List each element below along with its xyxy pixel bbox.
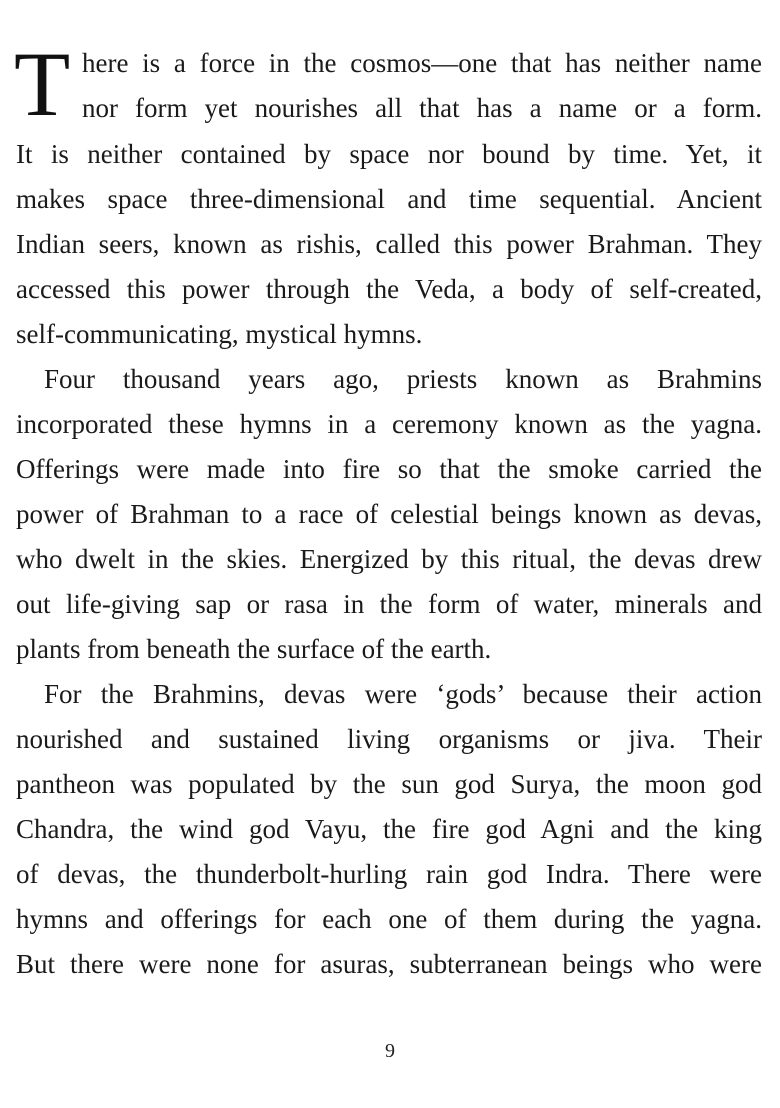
paragraph-2-line-3: Offerings were made into fire so that the smoke carried the [16, 454, 762, 484]
paragraph-1-line-3: It is neither contained by space nor bound by time. Yet, it [16, 139, 762, 169]
paragraph-3-line-2: nourished and sustained living organisms or jiva. Their [16, 724, 762, 754]
paragraph-2-line-5: who dwelt in the skies. Energized by this ritual, the devas drew [16, 544, 762, 574]
paragraph-3-line-3: pantheon was populated by the sun god Surya, the moon god [16, 769, 762, 799]
paragraph-3-line-5: of devas, the thunderbolt-hurling rain god Indra. There were [16, 859, 762, 889]
paragraph-1-line-2: nor form yet nourishes all that has a name or a form. [82, 93, 762, 123]
drop-cap: T [14, 33, 71, 135]
paragraph-3-line-7: But there were none for asuras, subterranean beings who were [16, 949, 762, 979]
paragraph-1-line-5: Indian seers, known as rishis, called this power Brahman. They [16, 229, 762, 259]
paragraph-1-line-4: makes space three-dimensional and time sequential. Ancient [16, 184, 762, 214]
paragraph-2-line-6: out life-giving sap or rasa in the form of water, minerals and [16, 589, 762, 619]
paragraph-1-line-7: self-communicating, mystical hymns. [16, 319, 423, 349]
paragraph-3-line-4: Chandra, the wind god Vayu, the fire god Agni and the king [16, 814, 762, 844]
paragraph-2-line-7: plants from beneath the surface of the earth. [16, 634, 492, 664]
paragraph-1-line-6: accessed this power through the Veda, a body of self-created, [16, 274, 762, 304]
paragraph-2-line-4: power of Brahman to a race of celestial beings known as devas, [16, 499, 762, 529]
paragraph-3-line-1: For the Brahmins, devas were ‘gods’ because their action [44, 679, 762, 709]
paragraph-2-line-2: incorporated these hymns in a ceremony known as the yagna. [16, 409, 762, 439]
paragraph-1-line-1: here is a force in the cosmos—one that has neither name [82, 48, 762, 78]
page-number: 9 [385, 1040, 395, 1062]
paragraph-2-line-1: Four thousand years ago, priests known as Brahmins [44, 364, 762, 394]
paragraph-3-line-6: hymns and offerings for each one of them during the yagna. [16, 904, 762, 934]
